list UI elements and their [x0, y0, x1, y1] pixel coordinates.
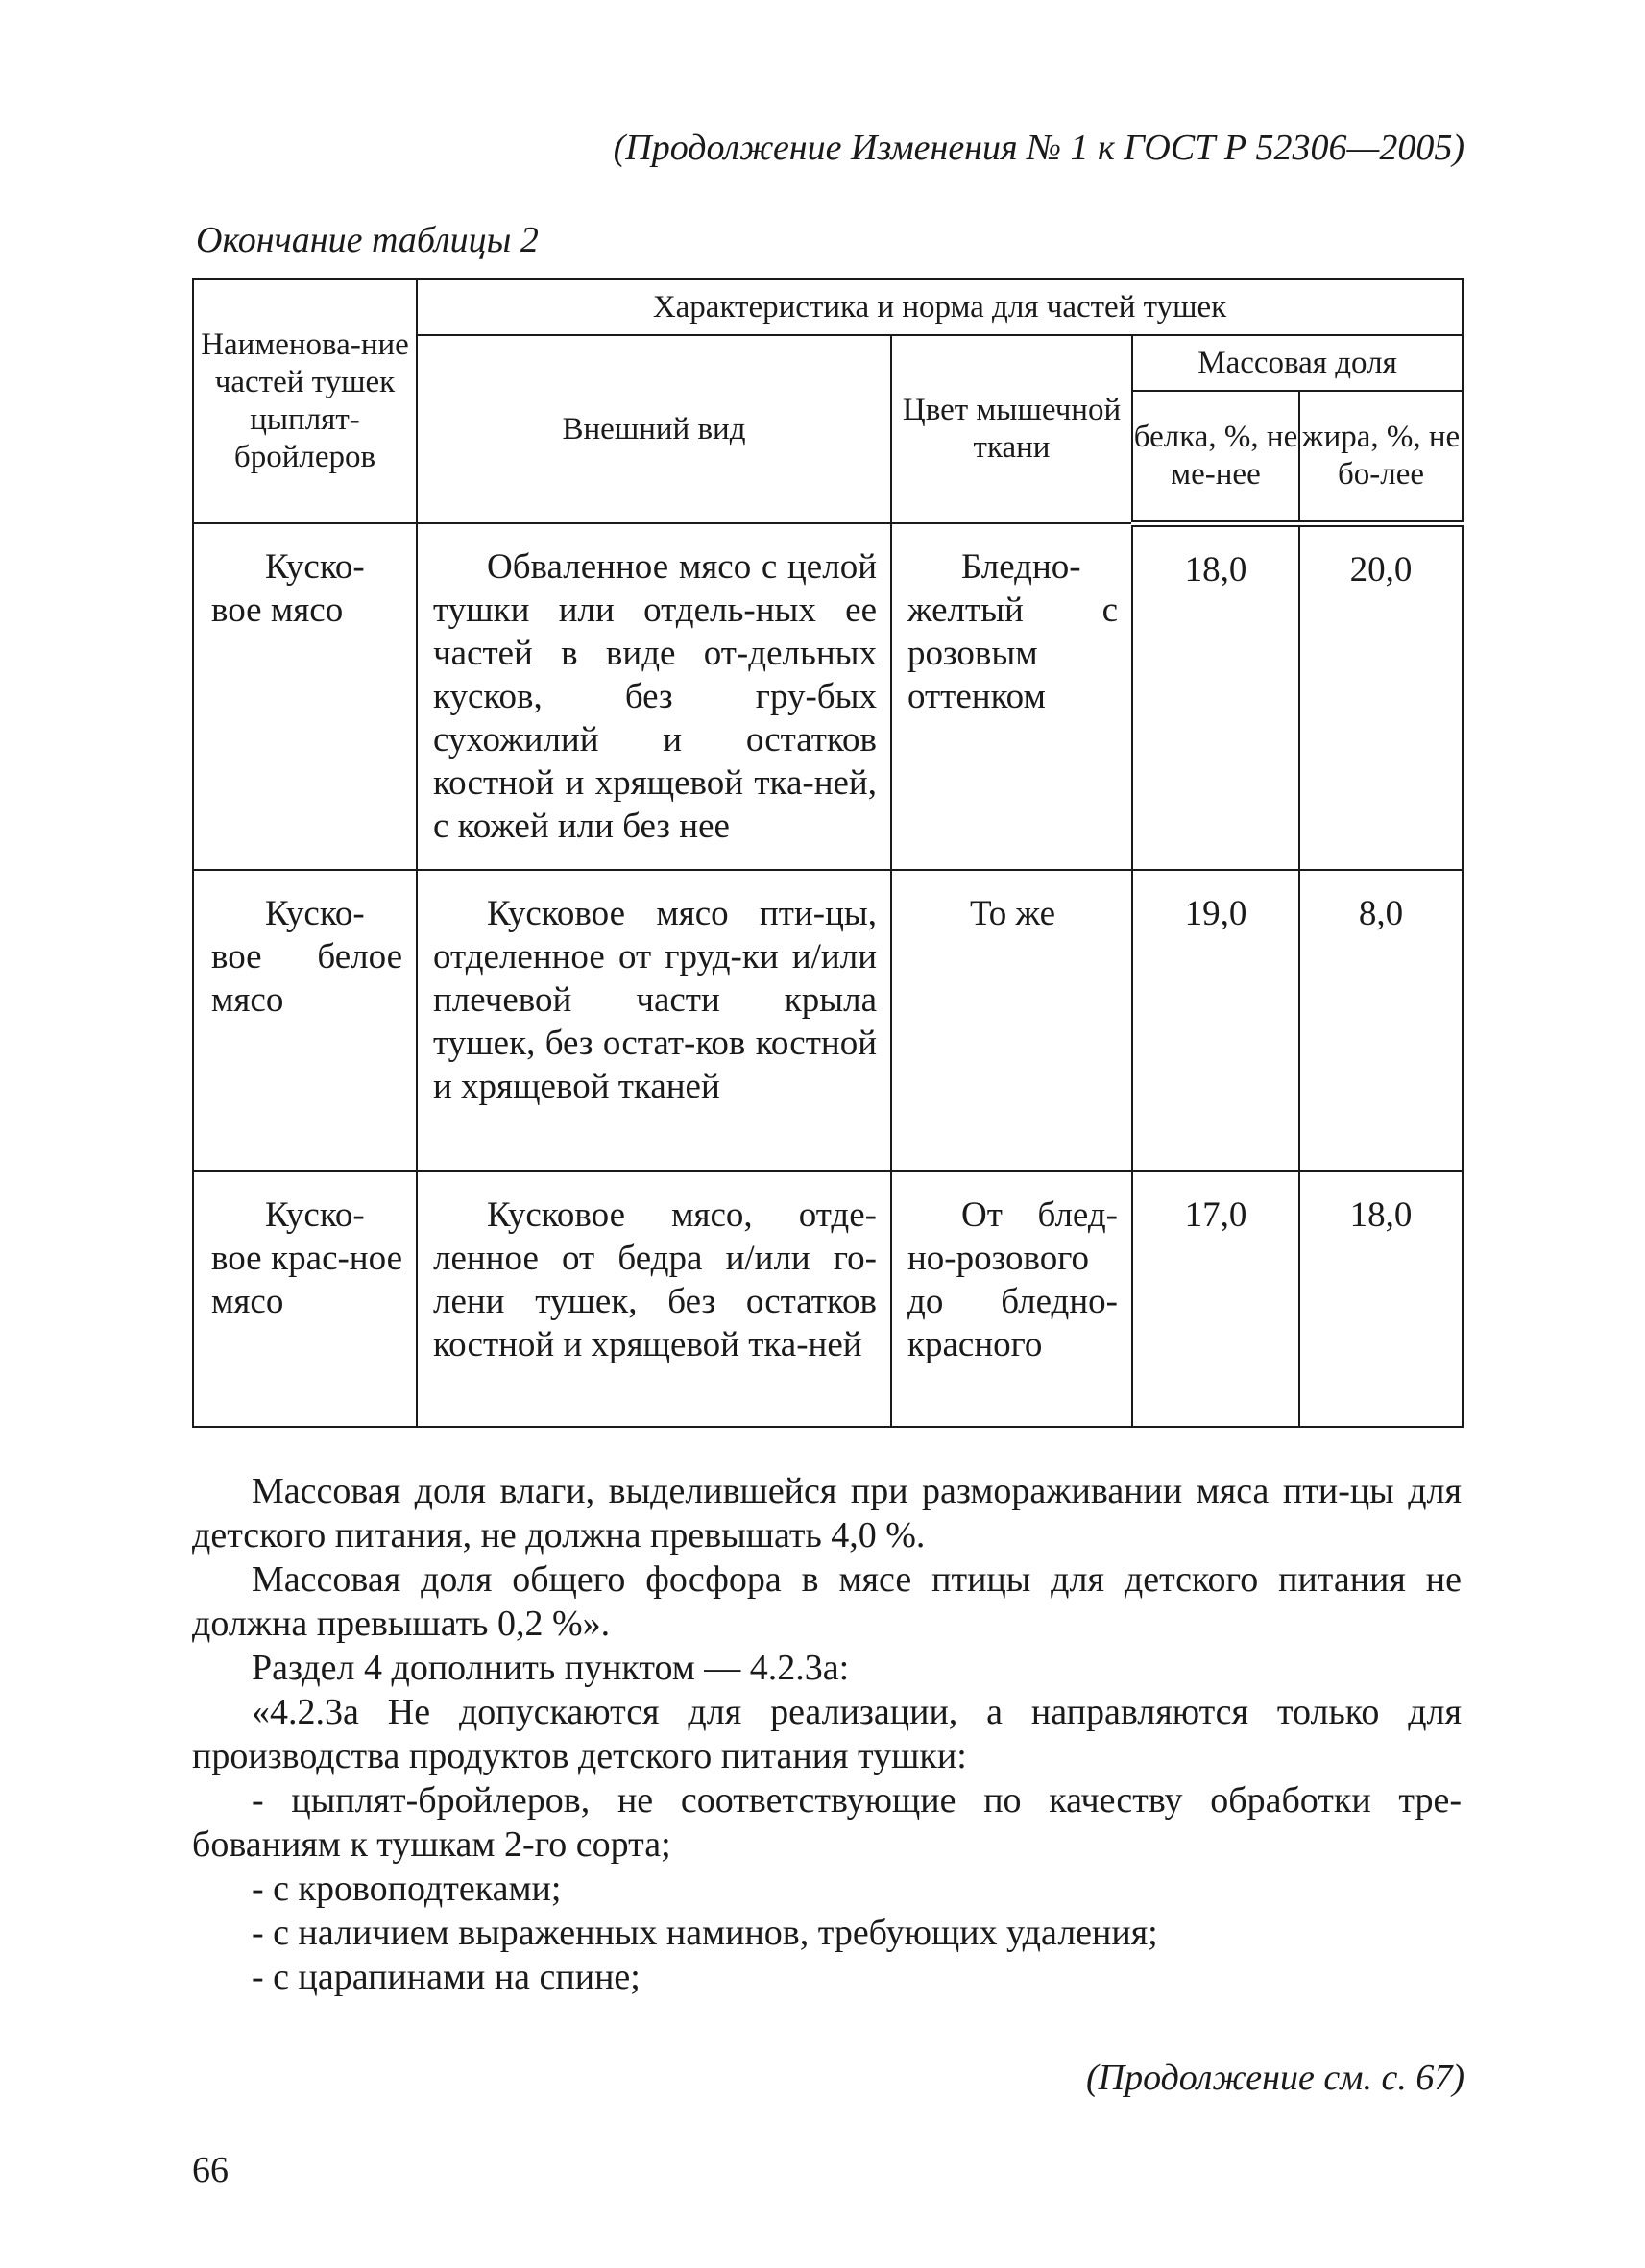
table-body — [193, 523, 1463, 1427]
color-cell: Бледно-желтый с розовым оттенком — [891, 523, 1132, 870]
color-cell: От блед-но-розового до бледно-красного — [891, 1171, 1132, 1427]
table-caption: Окончание таблицы 2 — [196, 220, 539, 260]
protein-cell: 17,0 — [1132, 1171, 1299, 1427]
paragraph: - с царапинами на спине; — [252, 1957, 641, 1997]
protein-cell: 19,0 — [1132, 870, 1299, 1171]
header-appearance: Внешний вид — [417, 335, 891, 523]
appearance-cell: Кусковое мясо пти-цы, отделенное от груд-ки и/или плечевой части крыла тушек, без остат-ков костной и хрящевой тканей — [417, 870, 891, 1171]
page-number: 66 — [192, 2150, 229, 2190]
continuation-note: (Продолжение см. с. 67) — [1085, 2058, 1464, 2098]
fat-cell: 8,0 — [1299, 870, 1463, 1171]
paragraph: - цыплят-бройлеров, не соответствующие по качеству обработки тре-бованиям к тушкам 2-го сорта; — [192, 1780, 1462, 1865]
appearance-cell: Кусковое мясо, отде-ленное от бедра и/или го-лени тушек, без остатков костной и хрящевой тка-ней — [417, 1171, 891, 1427]
table-row — [193, 1171, 1463, 1427]
table-row — [193, 870, 1463, 1171]
paragraph: Раздел 4 дополнить пунктом — 4.2.3а: — [252, 1648, 850, 1688]
table-row — [193, 523, 1463, 870]
header-protein: белка, %, не ме-нее — [1132, 391, 1299, 523]
header-muscle-color: Цвет мышечной ткани — [891, 335, 1132, 523]
header-fat: жира, %, не бо-лее — [1299, 391, 1463, 523]
paragraph: - с наличием выраженных наминов, требующих удаления; — [252, 1913, 1158, 1953]
header-mass-fraction: Массовая доля — [1132, 335, 1463, 391]
header-characteristic: Характеристика и норма для частей тушек — [417, 279, 1463, 335]
protein-cell: 18,0 — [1132, 523, 1299, 870]
paragraph: - с кровоподтеками; — [252, 1869, 562, 1909]
fat-cell: 18,0 — [1299, 1171, 1463, 1427]
part-name: Куско-вое крас-ное мясо — [193, 1171, 417, 1427]
table-header — [193, 279, 1463, 523]
paragraph: Массовая доля общего фосфора в мясе птицы для детского питания не должна превышать 0,2 %». — [192, 1559, 1462, 1644]
part-name: Куско-вое мясо — [193, 523, 417, 870]
header-parts-name: Наименова-ние частей тушек цыплят-бройлеров — [193, 279, 417, 523]
body-text — [192, 1469, 1462, 1999]
paragraph: «4.2.3а Не допускаются для реализации, а направляются только для производства продуктов детского питания тушки: — [192, 1692, 1462, 1776]
fat-cell: 20,0 — [1299, 523, 1463, 870]
spec-table — [192, 278, 1464, 1428]
running-title: (Продолжение Изменения № 1 к ГОСТ Р 52306—2005) — [613, 128, 1464, 168]
paragraph: Массовая доля влаги, выделившейся при размораживании мяса пти-цы для детского питания, не должна превышать 4,0 %. — [192, 1471, 1462, 1556]
color-cell: То же — [891, 870, 1132, 1171]
part-name: Куско-вое белое мясо — [193, 870, 417, 1171]
appearance-cell: Обваленное мясо с целой тушки или отдель-ных ее частей в виде от-дельных кусков, без гру-бых сухожилий и остатков костной и хрящевой тка-ней, с кожей или без нее — [417, 523, 891, 870]
